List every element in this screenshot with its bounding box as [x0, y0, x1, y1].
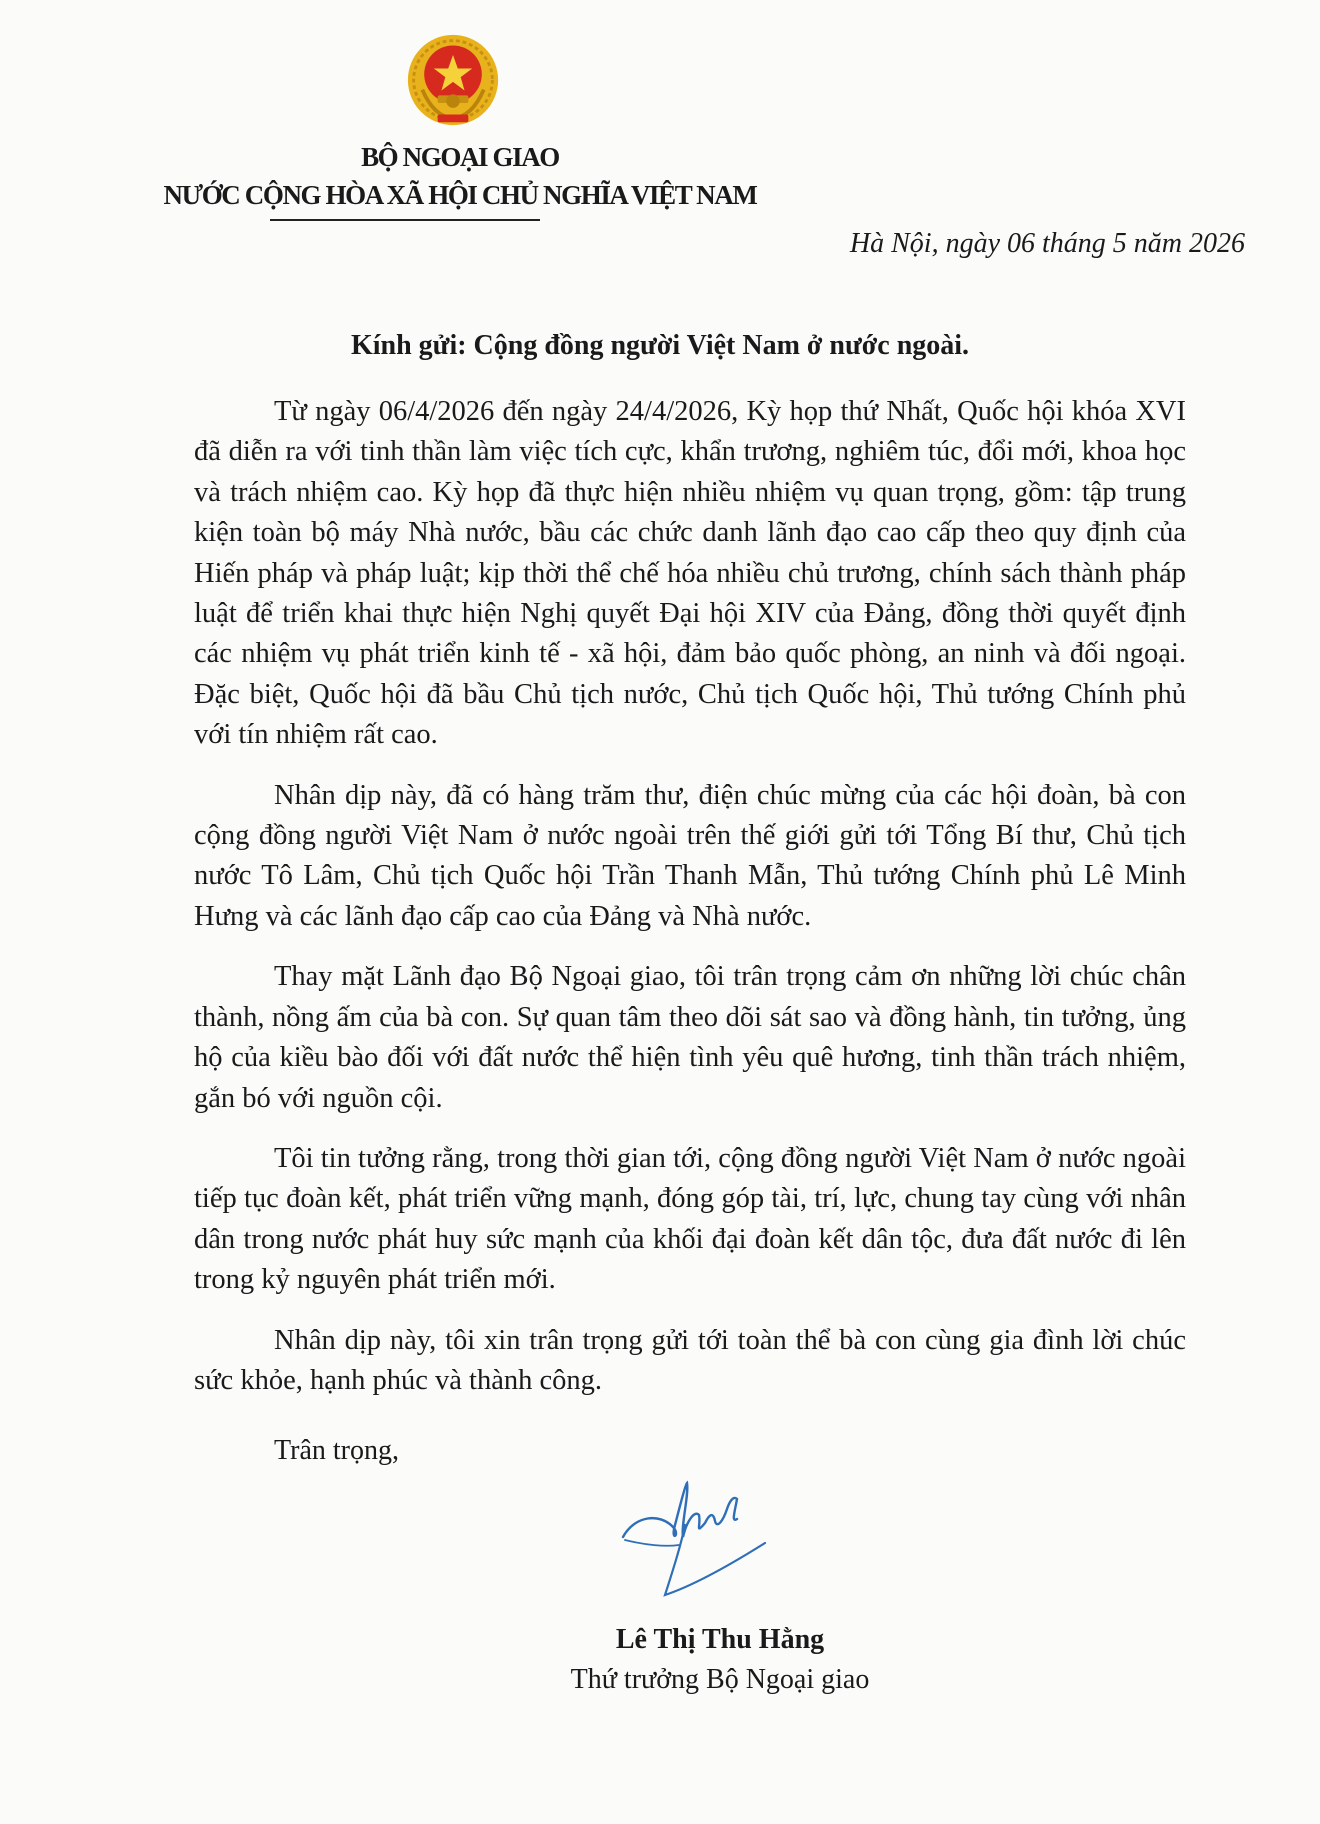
body-paragraph: Tôi tin tưởng rằng, trong thời gian tới, cộng đồng người Việt Nam ở nước ngoài tiếp tục đoàn kết, phát triển vững mạnh, đóng góp tài, trí, lực, chung tay cùng với nhân dân trong nước phát huy sức mạnh của khối đại đoàn kết dân tộc, đưa đất nước đi lên trong kỷ nguyên phát triển mới.	[194, 1142, 1186, 1296]
closing-line: Trân trọng,	[274, 1435, 399, 1466]
organization-header	[140, 138, 780, 214]
body-paragraph: Nhân dịp này, tôi xin trân trọng gửi tới toàn thể bà con cùng gia đình lời chúc sức khỏe, hạnh phúc và thành công.	[194, 1324, 1186, 1396]
ministry-name: BỘ NGOẠI GIAO	[361, 142, 559, 172]
body-paragraph: Nhân dịp này, đã có hàng trăm thư, điện chúc mừng của các hội đoàn, bà con cộng đồng người Việt Nam ở nước ngoài trên thế giới gửi tới Tổng Bí thư, Chủ tịch nước Tô Lâm, Chủ tịch Quốc hội Trần Thanh Mẫn, Thủ tướng Chính phủ Lê Minh Hưng và các lãnh đạo cấp cao của Đảng và Nhà nước.	[194, 779, 1186, 932]
letter-body	[194, 392, 1186, 1421]
date-line: Hà Nội, ngày 06 tháng 5 năm 2026	[849, 228, 1245, 259]
salutation: Kính gửi: Cộng đồng người Việt Nam ở nước ngoài.	[350, 330, 970, 361]
header-divider	[270, 219, 540, 221]
body-paragraph: Từ ngày 06/4/2026 đến ngày 24/4/2026, Kỳ họp thứ Nhất, Quốc hội khóa XVI đã diễn ra với tinh thần làm việc tích cực, khẩn trương, nghiêm túc, đổi mới, khoa học và trách nhiệm cao. Kỳ họp đã thực hiện nhiều nhiệm vụ quan trọng, gồm: tập trung kiện toàn bộ máy Nhà nước, bầu các chức danh lãnh đạo cao cấp theo quy định của Hiến pháp và pháp luật; kịp thời thể chế hóa nhiều chủ trương, chính sách thành pháp luật để triển khai thực hiện Nghị quyết Đại hội XIV của Đảng, đồng thời quyết định các nhiệm vụ phát triển kinh tế - xã hội, đảm bảo quốc phòng, an ninh và đối ngoại. Đặc biệt, Quốc hội đã bầu Chủ tịch nước, Chủ tịch Quốc hội, Thủ tướng Chính phủ với tín nhiệm rất cao.	[194, 396, 1186, 751]
signer-title: Thứ trưởng Bộ Ngoại giao	[570, 1664, 870, 1695]
signer-block	[520, 1620, 920, 1700]
country-name: NƯỚC CỘNG HÒA XÃ HỘI CHỦ NGHĨA VIỆT NAM	[163, 180, 757, 210]
body-paragraph: Thay mặt Lãnh đạo Bộ Ngoại giao, tôi trân trọng cảm ơn những lời chúc chân thành, nồng ấm của bà con. Sự quan tâm theo dõi sát sao và đồng hành, tin tưởng, ủng hộ của kiều bào đối với đất nước thể hiện tình yêu quê hương, tinh thần trách nhiệm, gắn bó với nguồn cội.	[194, 961, 1186, 1114]
national-emblem-icon	[405, 32, 501, 128]
signer-name: Lê Thị Thu Hằng	[615, 1624, 825, 1655]
handwritten-signature	[615, 1465, 775, 1615]
